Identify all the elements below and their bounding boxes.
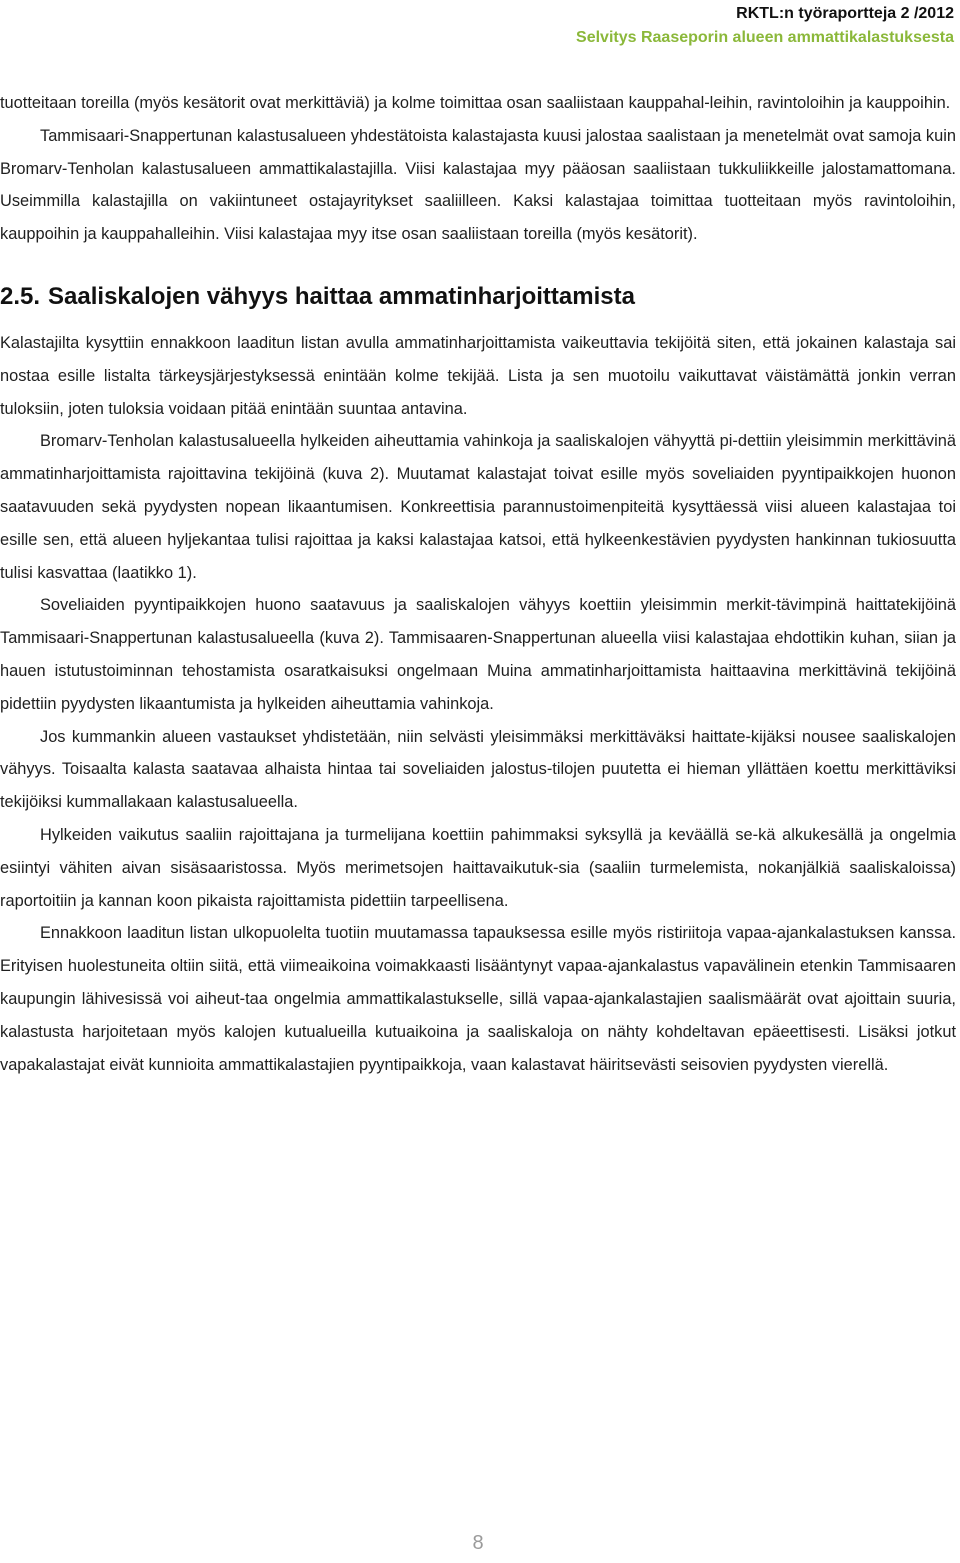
section-title: Saaliskalojen vähyys haittaa ammatinharjoittamista (48, 282, 635, 310)
section-heading (0, 277, 956, 317)
paragraph: Tammisaari-Snappertunan kalastusalueen yhdestätoista kalastajasta kuusi jalostaa saalistaan ja menetelmät ovat samoja kuin Bromarv-Tenholan kalastusalueen ammattikalastajilla. Viisi kalastajaa myy pääosan saaliistaan tukkuliikkeille jalostamattomana. Useimmilla kalastajilla on vakiintuneet ostajayritykset saaliilleen. Kaksi kalastajaa toimittaa tuotteitaan myös ravintoloihin, kauppoihin ja kauppahalleihin. Viisi kalastajaa myy itse osan saaliistaan toreilla (myös kesätorit). (0, 126, 956, 244)
paragraph: Soveliaiden pyyntipaikkojen huono saatavuus ja saaliskalojen vähyys koettiin yleisimmin merkit-tävimpinä haittatekijöinä Tammisaari-Snappertunan kalastusalueella (kuva 2). Tammisaaren-Snappertunan alueella viisi kalastajaa ehdottikin kuhan, siian ja hauen istutustoiminnan tehostamista osaratkaisuksi ongelmaan Muina ammatinharjoittamista haittaavina merkittävinä tekijöinä pidettiin pyydysten likaantumista ja hylkeiden aiheuttamia vahinkoja. (0, 596, 956, 713)
page-header (576, 2, 954, 50)
page-number: 8 (472, 1532, 484, 1554)
paragraph: Jos kummankin alueen vastaukset yhdistetään, niin selvästi yleisimmäksi merkittäväksi haittate-kijäksi nousee saaliskalojen vähyys. Toisaalta kalasta saatavaa alhaista hintaa tai soveliaiden jalostus-tilojen puutetta ei hieman yllättäen koettu merkittäviksi tekijöiksi kummallakaan kalastusalueella. (0, 727, 956, 812)
paragraph: Hylkeiden vaikutus saaliin rajoittajana ja turmelijana koettiin pahimmaksi syksyllä ja keväällä se-kä alkukesällä ja ongelmia esiintyi vähiten aivan sisäsaaristossa. Myös merimetsojen haittavaikutuk-sia (saaliin turmelemista, nokanjälkiä saaliskaloissa) raportoitiin ja kannan koon pikaista rajoittamista pidettiin tarpeellisena. (0, 825, 956, 910)
report-series-title: RKTL:n työraportteja 2 /2012 (736, 5, 954, 22)
report-subtitle: Selvitys Raaseporin alueen ammattikalastuksesta (576, 29, 954, 46)
paragraph: Kalastajilta kysyttiin ennakkoon laaditun listan avulla ammatinharjoittamista vaikeuttavia tekijöitä siten, että jokainen kalastaja sai nostaa esille listalta tärkeysjärjestyksessä enintään kolme tekijää. Lista ja sen muotoilu vaikuttavat väistämättä jonkin verran tuloksiin, joten tuloksia voidaan pitää enintään suuntaa antavina. (0, 333, 956, 418)
paragraph: Bromarv-Tenholan kalastusalueella hylkeiden aiheuttamia vahinkoja ja saaliskalojen vähyyttä pi-dettiin yleisimmin merkittävinä ammatinharjoittamista rajoittavina tekijöinä (kuva 2). Muutamat kalastajat toivat esille myös soveliaiden pyyntipaikkojen huonon saatavuuden sekä pyydysten nopean likaantumisen. Konkreettisia parannustoimenpiteitä kysyttäessä viisi alueen kalastajaa toi esille sen, että alueen hyljekantaa tulisi rajoittaa ja kaksi kalastajaa katsoi, että hylkeenkestävien pyydysten hankinnan tukiosuutta tulisi kasvattaa (laatikko 1). (0, 432, 956, 582)
document-body (0, 87, 956, 1081)
paragraph: tuotteitaan toreilla (myös kesätorit ovat merkittäviä) ja kolme toimittaa osan saaliistaan kauppahal-leihin, ravintoloihin ja kauppoihin. (0, 94, 951, 112)
section-number: 2.5. (0, 282, 41, 310)
paragraph: Ennakkoon laaditun listan ulkopuolelta tuotiin muutamassa tapauksessa esille myös ristiriitoja vapaa-ajankalastuksen kanssa. Erityisen huolestuneita oltiin siitä, että viimeaikoina voimakkaasti lisääntynyt vapaa-ajankalastus vapavälinein etenkin Tammisaaren kaupungin lähivesissä voi aiheut-taa ongelmia ammattikalastukselle, sillä vapaa-ajankalastajien saalismäärät ovat ajoittain suuria, kalastusta harjoitetaan myös kalojen kutualueilla kutuaikoina ja saaliskaloja on nähty kohdeltavan epäeettisesti. Lisäksi jotkut vapakalastajat eivät kunnioita ammattikalastajien pyyntipaikkoja, vaan kalastavat häiritsevästi seisovien pyydysten vierellä. (0, 924, 956, 1074)
